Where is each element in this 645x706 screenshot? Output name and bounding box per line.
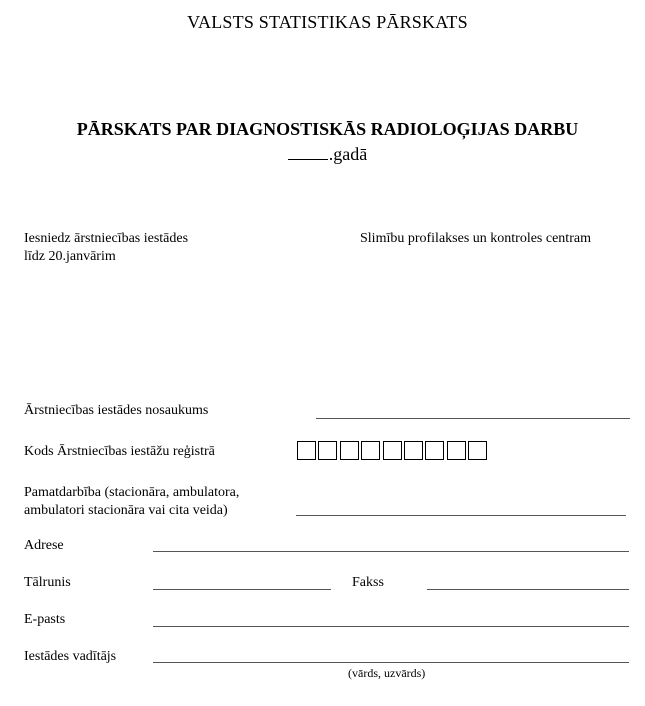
address-line[interactable]	[153, 551, 629, 552]
year-suffix: .gadā	[328, 144, 368, 164]
main-activity-label	[24, 484, 239, 520]
submission-recipient: Slimību profilakses un kontroles centram	[360, 231, 591, 246]
fax-line[interactable]	[427, 589, 629, 590]
phone-label: Tālrunis	[24, 575, 71, 590]
head-caption: (vārds, uzvārds)	[348, 666, 426, 680]
registry-code-box[interactable]	[318, 441, 337, 460]
registry-code-label: Kods Ārstniecības iestāžu reģistrā	[24, 444, 215, 459]
main-activity-line[interactable]	[296, 515, 626, 516]
institution-name-label: Ārstniecības iestādes nosaukums	[24, 403, 209, 418]
registry-code-boxes[interactable]	[297, 441, 490, 460]
email-line[interactable]	[153, 626, 629, 627]
submission-line-1: Iesniedz ārstniecības iestādes	[24, 231, 189, 246]
email-label: E-pasts	[24, 612, 66, 627]
report-title: PĀRSKATS PAR DIAGNOSTISKĀS RADIOLOĢIJAS DARBU	[76, 119, 579, 139]
head-line[interactable]	[153, 662, 629, 663]
institution-name-line[interactable]	[316, 418, 630, 419]
registry-code-box[interactable]	[383, 441, 402, 460]
head-label: Iestādes vadītājs	[24, 649, 117, 664]
form-header: VALSTS STATISTIKAS PĀRSKATS	[187, 12, 468, 32]
registry-code-box[interactable]	[468, 441, 487, 460]
main-activity-line-2: ambulatori stacionāra vai cita veida)	[24, 503, 228, 518]
address-label: Adrese	[24, 538, 64, 553]
registry-code-box[interactable]	[297, 441, 316, 460]
registry-code-box[interactable]	[404, 441, 423, 460]
registry-code-box[interactable]	[340, 441, 359, 460]
registry-code-box[interactable]	[447, 441, 466, 460]
submission-note	[24, 230, 188, 266]
fax-label: Fakss	[352, 575, 384, 590]
registry-code-box[interactable]	[425, 441, 444, 460]
submission-line-2: līdz 20.janvārim	[24, 249, 116, 264]
report-year	[0, 143, 645, 165]
year-blank	[288, 143, 328, 160]
registry-code-box[interactable]	[361, 441, 380, 460]
phone-line[interactable]	[153, 589, 331, 590]
main-activity-line-1: Pamatdarbība (stacionāra, ambulatora,	[24, 485, 240, 500]
